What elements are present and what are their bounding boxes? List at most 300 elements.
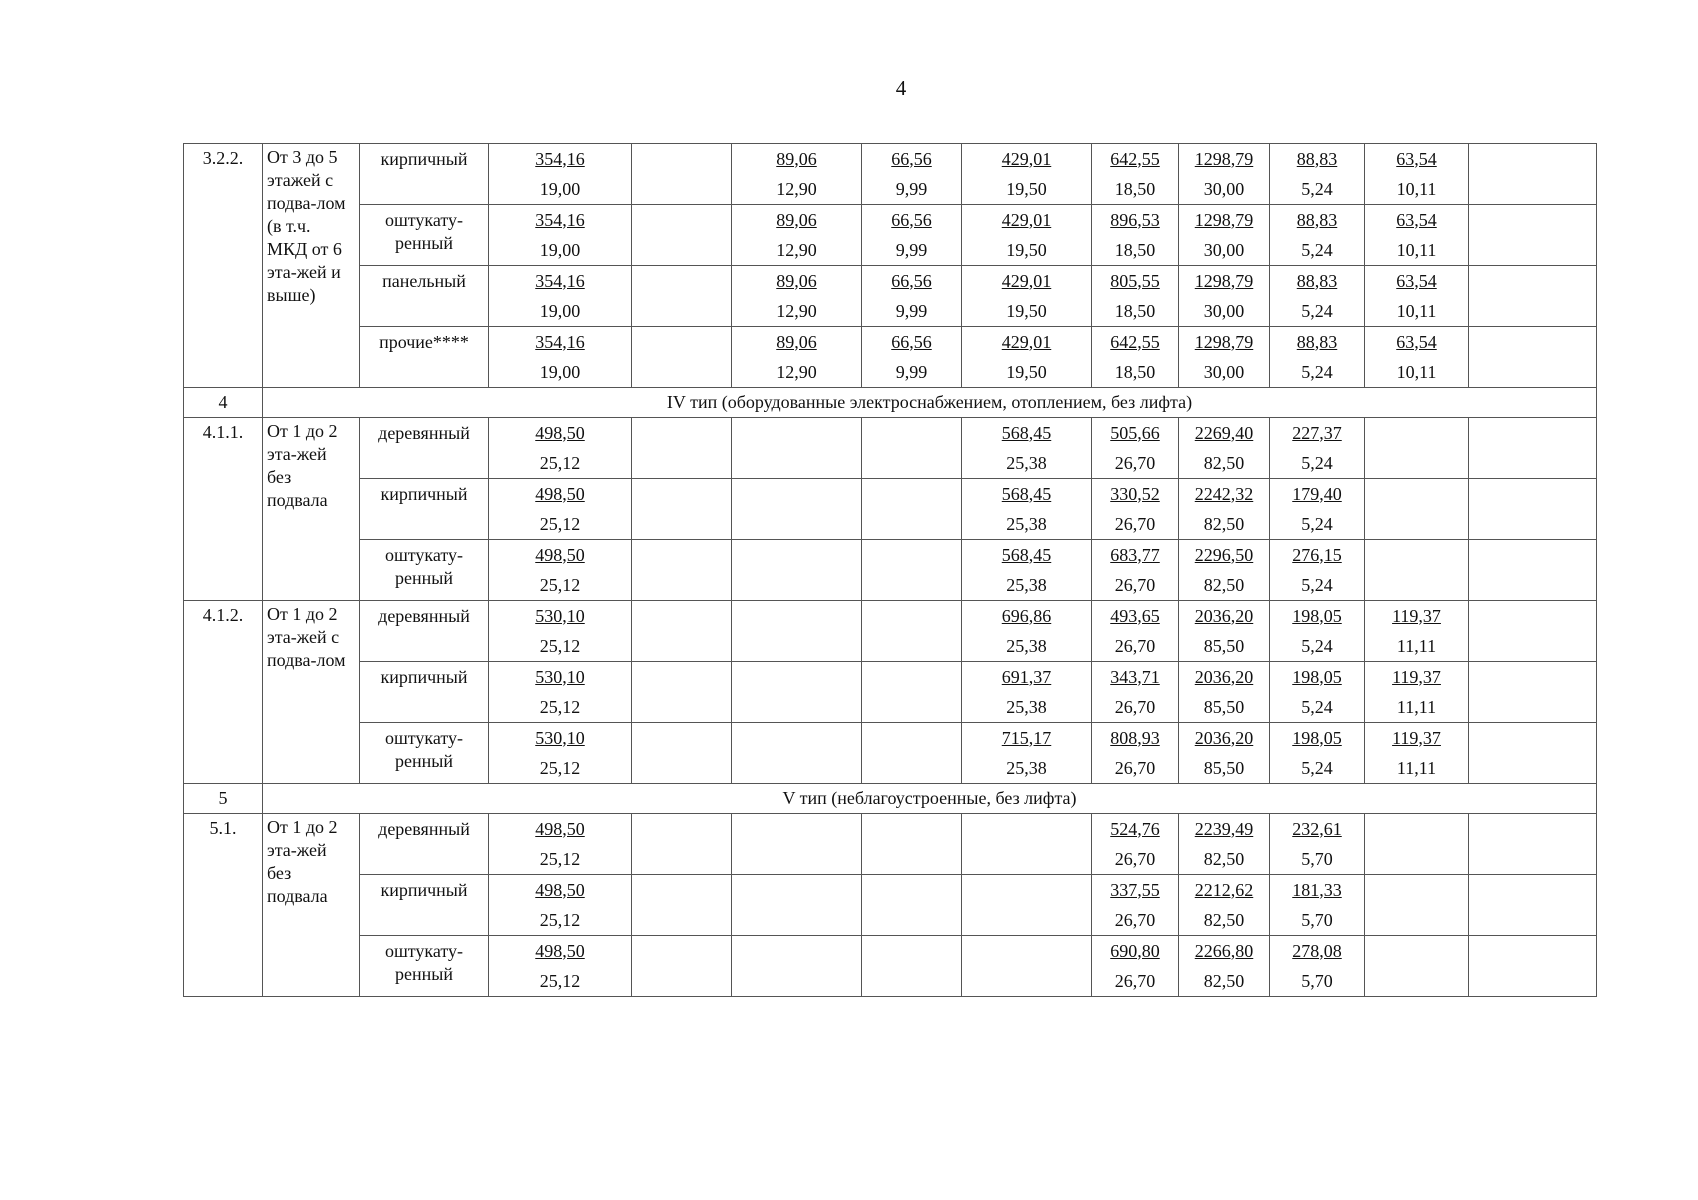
wall-material: деревянный — [360, 418, 489, 479]
norm-value — [632, 235, 732, 266]
value-cell — [732, 662, 862, 693]
value-cell — [1270, 266, 1365, 297]
tariff-value: 119,37 — [1392, 727, 1441, 748]
table-row — [184, 662, 1597, 693]
norm-value — [632, 753, 732, 784]
norm-value: 25,12 — [489, 448, 632, 479]
norm-value — [1469, 235, 1597, 266]
tariff-value: 530,10 — [535, 605, 585, 626]
norm-value: 11,11 — [1365, 753, 1469, 784]
norm-value — [632, 509, 732, 540]
tariff-value: 179,40 — [1292, 483, 1342, 504]
value-cell — [1179, 205, 1270, 236]
norm-value: 11,11 — [1365, 631, 1469, 662]
norm-value — [862, 753, 962, 784]
value-cell — [862, 205, 962, 236]
wall-material: панельный — [360, 266, 489, 327]
wall-material: кирпичный — [360, 875, 489, 936]
norm-value: 11,11 — [1365, 692, 1469, 723]
value-cell — [1469, 601, 1597, 632]
tariff-value: 642,55 — [1110, 148, 1160, 169]
norm-value: 18,50 — [1092, 296, 1179, 327]
norm-value: 25,12 — [489, 753, 632, 784]
value-cell — [1179, 875, 1270, 906]
tariff-value: 232,61 — [1292, 818, 1342, 839]
tariff-value: 642,55 — [1110, 331, 1160, 352]
norm-value: 18,50 — [1092, 174, 1179, 205]
norm-value — [632, 296, 732, 327]
value-cell — [1092, 540, 1179, 571]
value-cell — [1270, 205, 1365, 236]
norm-value: 19,50 — [962, 296, 1092, 327]
tariff-value: 88,83 — [1296, 270, 1338, 291]
section-title: IV тип (оборудованные электроснабжением, отоплением, без лифта) — [263, 388, 1597, 418]
table-row — [184, 540, 1597, 571]
norm-value: 10,11 — [1365, 357, 1469, 388]
value-cell — [1179, 327, 1270, 358]
norm-value: 25,12 — [489, 966, 632, 997]
value-cell — [1469, 327, 1597, 358]
norm-value: 5,70 — [1270, 966, 1365, 997]
norm-value — [1365, 509, 1469, 540]
value-cell — [1365, 266, 1469, 297]
norm-value — [632, 357, 732, 388]
tariff-value: 63,54 — [1396, 270, 1437, 291]
norm-value — [632, 692, 732, 723]
value-cell — [1092, 936, 1179, 967]
value-cell — [489, 662, 632, 693]
tariff-value: 88,83 — [1296, 148, 1338, 169]
tariff-value: 2239,49 — [1194, 818, 1254, 839]
value-cell — [1469, 723, 1597, 754]
building-description: От 1 до 2 эта-жей без подвала — [263, 418, 360, 601]
value-cell — [632, 327, 732, 358]
wall-material: кирпичный — [360, 479, 489, 540]
value-cell — [632, 875, 732, 906]
norm-value — [1469, 844, 1597, 875]
item-number: 4.1.2. — [184, 601, 263, 784]
norm-value — [1469, 753, 1597, 784]
value-cell — [962, 875, 1092, 906]
norm-value: 5,24 — [1270, 448, 1365, 479]
tariff-value: 2266,80 — [1194, 940, 1254, 961]
value-cell — [1179, 144, 1270, 175]
wall-material: кирпичный — [360, 662, 489, 723]
norm-value — [732, 448, 862, 479]
tariff-value: 498,50 — [535, 422, 585, 443]
tariff-value: 330,52 — [1110, 483, 1160, 504]
value-cell — [862, 875, 962, 906]
value-cell — [862, 479, 962, 510]
tariff-value: 89,06 — [776, 209, 817, 230]
norm-value: 9,99 — [862, 296, 962, 327]
value-cell — [732, 540, 862, 571]
value-cell — [732, 875, 862, 906]
norm-value — [1365, 570, 1469, 601]
norm-value — [632, 174, 732, 205]
wall-material: оштукату-ренный — [360, 936, 489, 997]
table-row — [184, 814, 1597, 845]
norm-value: 25,38 — [962, 753, 1092, 784]
norm-value: 26,70 — [1092, 753, 1179, 784]
value-cell — [862, 144, 962, 175]
tariff-value: 896,53 — [1110, 209, 1160, 230]
value-cell — [1179, 662, 1270, 693]
value-cell — [1092, 814, 1179, 845]
value-cell — [1092, 479, 1179, 510]
value-cell — [489, 266, 632, 297]
tariff-value: 89,06 — [776, 270, 817, 291]
value-cell — [489, 601, 632, 632]
tariff-value: 354,16 — [535, 331, 585, 352]
section-title: V тип (неблагоустроенные, без лифта) — [263, 784, 1597, 814]
value-cell — [1365, 205, 1469, 236]
tariff-value: 808,93 — [1110, 727, 1160, 748]
norm-value — [962, 966, 1092, 997]
value-cell — [489, 205, 632, 236]
section-row — [184, 388, 1597, 418]
value-cell — [1469, 144, 1597, 175]
value-cell — [1179, 540, 1270, 571]
norm-value: 25,38 — [962, 692, 1092, 723]
value-cell — [732, 601, 862, 632]
norm-value: 5,24 — [1270, 570, 1365, 601]
tariff-value: 498,50 — [535, 818, 585, 839]
norm-value: 5,24 — [1270, 357, 1365, 388]
value-cell — [732, 418, 862, 449]
norm-value: 19,50 — [962, 174, 1092, 205]
tariff-value: 530,10 — [535, 666, 585, 687]
norm-value — [632, 844, 732, 875]
section-number: 4 — [184, 388, 263, 418]
tariff-value: 354,16 — [535, 270, 585, 291]
norm-value: 9,99 — [862, 235, 962, 266]
value-cell — [962, 723, 1092, 754]
tariff-value: 1298,79 — [1194, 270, 1254, 291]
value-cell — [632, 662, 732, 693]
value-cell — [1270, 418, 1365, 449]
norm-value: 5,70 — [1270, 844, 1365, 875]
norm-value: 5,24 — [1270, 753, 1365, 784]
tariff-value: 805,55 — [1110, 270, 1160, 291]
tariff-value: 2036,20 — [1194, 727, 1254, 748]
value-cell — [1092, 327, 1179, 358]
norm-value: 30,00 — [1179, 296, 1270, 327]
value-cell — [489, 479, 632, 510]
value-cell — [1365, 601, 1469, 632]
value-cell — [489, 936, 632, 967]
tariff-value: 63,54 — [1396, 148, 1437, 169]
norm-value — [1469, 570, 1597, 601]
norm-value — [632, 448, 732, 479]
value-cell — [489, 723, 632, 754]
value-cell — [1270, 144, 1365, 175]
value-cell — [1179, 936, 1270, 967]
tariff-value: 119,37 — [1392, 666, 1441, 687]
table-row — [184, 936, 1597, 967]
tariff-value: 89,06 — [776, 148, 817, 169]
building-description: От 1 до 2 эта-жей без подвала — [263, 814, 360, 997]
tariff-value: 63,54 — [1396, 331, 1437, 352]
value-cell — [632, 814, 732, 845]
tariff-value: 498,50 — [535, 544, 585, 565]
value-cell — [1092, 601, 1179, 632]
tariff-value: 227,37 — [1292, 422, 1342, 443]
value-cell — [1469, 662, 1597, 693]
tariff-value: 198,05 — [1292, 605, 1342, 626]
norm-value — [1365, 905, 1469, 936]
value-cell — [962, 662, 1092, 693]
value-cell — [962, 205, 1092, 236]
tariff-value: 691,37 — [1001, 666, 1052, 687]
value-cell — [1270, 936, 1365, 967]
norm-value: 19,50 — [962, 357, 1092, 388]
norm-value — [1469, 966, 1597, 997]
wall-material: деревянный — [360, 601, 489, 662]
norm-value: 9,99 — [862, 357, 962, 388]
norm-value: 25,38 — [962, 631, 1092, 662]
norm-value: 26,70 — [1092, 844, 1179, 875]
norm-value: 19,50 — [962, 235, 1092, 266]
tariff-value: 119,37 — [1392, 605, 1441, 626]
value-cell — [489, 327, 632, 358]
tariff-value: 88,83 — [1296, 331, 1338, 352]
tariff-value: 2212,62 — [1194, 879, 1254, 900]
norm-value: 82,50 — [1179, 448, 1270, 479]
value-cell — [1092, 723, 1179, 754]
value-cell — [1365, 418, 1469, 449]
value-cell — [962, 327, 1092, 358]
value-cell — [632, 418, 732, 449]
wall-material: кирпичный — [360, 144, 489, 205]
tariff-value: 429,01 — [1001, 148, 1052, 169]
norm-value: 12,90 — [732, 357, 862, 388]
value-cell — [1179, 266, 1270, 297]
norm-value — [862, 905, 962, 936]
norm-value — [862, 844, 962, 875]
value-cell — [1092, 266, 1179, 297]
value-cell — [1179, 601, 1270, 632]
norm-value — [962, 844, 1092, 875]
value-cell — [632, 144, 732, 175]
norm-value — [732, 692, 862, 723]
table-row — [184, 601, 1597, 632]
tariff-value: 63,54 — [1396, 209, 1437, 230]
value-cell — [962, 479, 1092, 510]
item-number: 3.2.2. — [184, 144, 263, 388]
norm-value: 19,00 — [489, 174, 632, 205]
tariff-value: 2242,32 — [1194, 483, 1254, 504]
value-cell — [632, 479, 732, 510]
norm-value: 25,38 — [962, 570, 1092, 601]
tariff-value: 198,05 — [1292, 727, 1342, 748]
table-row — [184, 205, 1597, 236]
value-cell — [962, 601, 1092, 632]
tariff-value: 354,16 — [535, 209, 585, 230]
tariff-value: 198,05 — [1292, 666, 1342, 687]
value-cell — [1469, 814, 1597, 845]
value-cell — [1365, 875, 1469, 906]
tariff-value: 493,65 — [1110, 605, 1160, 626]
norm-value: 25,38 — [962, 448, 1092, 479]
tariff-value: 2036,20 — [1194, 666, 1254, 687]
value-cell — [1092, 875, 1179, 906]
building-description: От 1 до 2 эта-жей с подва-лом — [263, 601, 360, 784]
value-cell — [732, 814, 862, 845]
norm-value — [732, 966, 862, 997]
value-cell — [1365, 144, 1469, 175]
tariff-value: 2296,50 — [1194, 544, 1254, 565]
value-cell — [862, 723, 962, 754]
value-cell — [732, 479, 862, 510]
value-cell — [1270, 479, 1365, 510]
tariff-value: 343,71 — [1110, 666, 1160, 687]
value-cell — [962, 936, 1092, 967]
tariff-value: 690,80 — [1110, 940, 1160, 961]
tariff-value: 66,56 — [891, 148, 932, 169]
norm-value: 18,50 — [1092, 235, 1179, 266]
value-cell — [1179, 814, 1270, 845]
value-cell — [1179, 479, 1270, 510]
norm-value: 26,70 — [1092, 509, 1179, 540]
wall-material: оштукату-ренный — [360, 540, 489, 601]
value-cell — [1092, 205, 1179, 236]
building-description: От 3 до 5 этажей с подва-лом (в т.ч. МКД от 6 эта-жей и выше) — [263, 144, 360, 388]
value-cell — [862, 327, 962, 358]
wall-material: оштукату-ренный — [360, 205, 489, 266]
norm-value — [732, 753, 862, 784]
norm-value: 18,50 — [1092, 357, 1179, 388]
tariff-value: 1298,79 — [1194, 331, 1254, 352]
value-cell — [732, 205, 862, 236]
value-cell — [632, 205, 732, 236]
norm-value: 85,50 — [1179, 753, 1270, 784]
tariff-value: 568,45 — [1001, 544, 1052, 565]
table-row — [184, 266, 1597, 297]
value-cell — [1270, 723, 1365, 754]
value-cell — [732, 144, 862, 175]
tariff-value: 498,50 — [535, 879, 585, 900]
table-row — [184, 144, 1597, 175]
norm-value — [1469, 357, 1597, 388]
norm-value: 26,70 — [1092, 448, 1179, 479]
norm-value: 19,00 — [489, 296, 632, 327]
norm-value — [632, 631, 732, 662]
norm-value: 5,24 — [1270, 509, 1365, 540]
norm-value — [732, 905, 862, 936]
item-number: 4.1.1. — [184, 418, 263, 601]
norm-value — [862, 509, 962, 540]
value-cell — [1179, 418, 1270, 449]
value-cell — [632, 540, 732, 571]
norm-value: 5,24 — [1270, 692, 1365, 723]
tariff-value: 1298,79 — [1194, 209, 1254, 230]
value-cell — [1270, 662, 1365, 693]
norm-value — [862, 692, 962, 723]
value-cell — [1469, 205, 1597, 236]
value-cell — [632, 266, 732, 297]
value-cell — [1365, 540, 1469, 571]
norm-value — [962, 905, 1092, 936]
value-cell — [862, 266, 962, 297]
norm-value: 25,12 — [489, 509, 632, 540]
tariff-value: 530,10 — [535, 727, 585, 748]
norm-value: 19,00 — [489, 235, 632, 266]
tariff-value: 66,56 — [891, 209, 932, 230]
value-cell — [1469, 936, 1597, 967]
tariff-value: 66,56 — [891, 331, 932, 352]
norm-value: 9,99 — [862, 174, 962, 205]
wall-material: оштукату-ренный — [360, 723, 489, 784]
norm-value: 26,70 — [1092, 905, 1179, 936]
value-cell — [732, 936, 862, 967]
value-cell — [962, 418, 1092, 449]
norm-value: 82,50 — [1179, 570, 1270, 601]
norm-value — [1469, 509, 1597, 540]
norm-value — [732, 631, 862, 662]
section-number: 5 — [184, 784, 263, 814]
value-cell — [1469, 875, 1597, 906]
tariff-value: 498,50 — [535, 483, 585, 504]
norm-value — [1365, 448, 1469, 479]
norm-value: 5,24 — [1270, 296, 1365, 327]
value-cell — [1092, 662, 1179, 693]
value-cell — [1270, 327, 1365, 358]
value-cell — [962, 814, 1092, 845]
tariff-value: 337,55 — [1110, 879, 1160, 900]
value-cell — [1469, 418, 1597, 449]
table-row — [184, 723, 1597, 754]
value-cell — [962, 144, 1092, 175]
norm-value — [732, 844, 862, 875]
value-cell — [1179, 723, 1270, 754]
norm-value: 5,24 — [1270, 235, 1365, 266]
norm-value: 12,90 — [732, 235, 862, 266]
value-cell — [632, 723, 732, 754]
value-cell — [489, 144, 632, 175]
value-cell — [962, 540, 1092, 571]
tariff-value: 89,06 — [776, 331, 817, 352]
norm-value — [1365, 966, 1469, 997]
norm-value — [1469, 631, 1597, 662]
norm-value — [632, 905, 732, 936]
norm-value — [1469, 296, 1597, 327]
tariff-value: 568,45 — [1001, 483, 1052, 504]
section-row — [184, 784, 1597, 814]
norm-value: 30,00 — [1179, 235, 1270, 266]
norm-value — [632, 570, 732, 601]
norm-value — [862, 448, 962, 479]
value-cell — [1469, 479, 1597, 510]
tariff-value: 88,83 — [1296, 209, 1338, 230]
tariff-value: 505,66 — [1110, 422, 1160, 443]
norm-value — [1365, 844, 1469, 875]
value-cell — [1270, 875, 1365, 906]
table-row — [184, 479, 1597, 510]
norm-value — [1469, 448, 1597, 479]
norm-value: 26,70 — [1092, 692, 1179, 723]
value-cell — [862, 814, 962, 845]
norm-value: 25,12 — [489, 692, 632, 723]
value-cell — [1270, 601, 1365, 632]
tariff-value: 715,17 — [1001, 727, 1052, 748]
table-row — [184, 418, 1597, 449]
norm-value: 26,70 — [1092, 570, 1179, 601]
value-cell — [1092, 418, 1179, 449]
value-cell — [489, 540, 632, 571]
value-cell — [732, 266, 862, 297]
norm-value: 30,00 — [1179, 174, 1270, 205]
